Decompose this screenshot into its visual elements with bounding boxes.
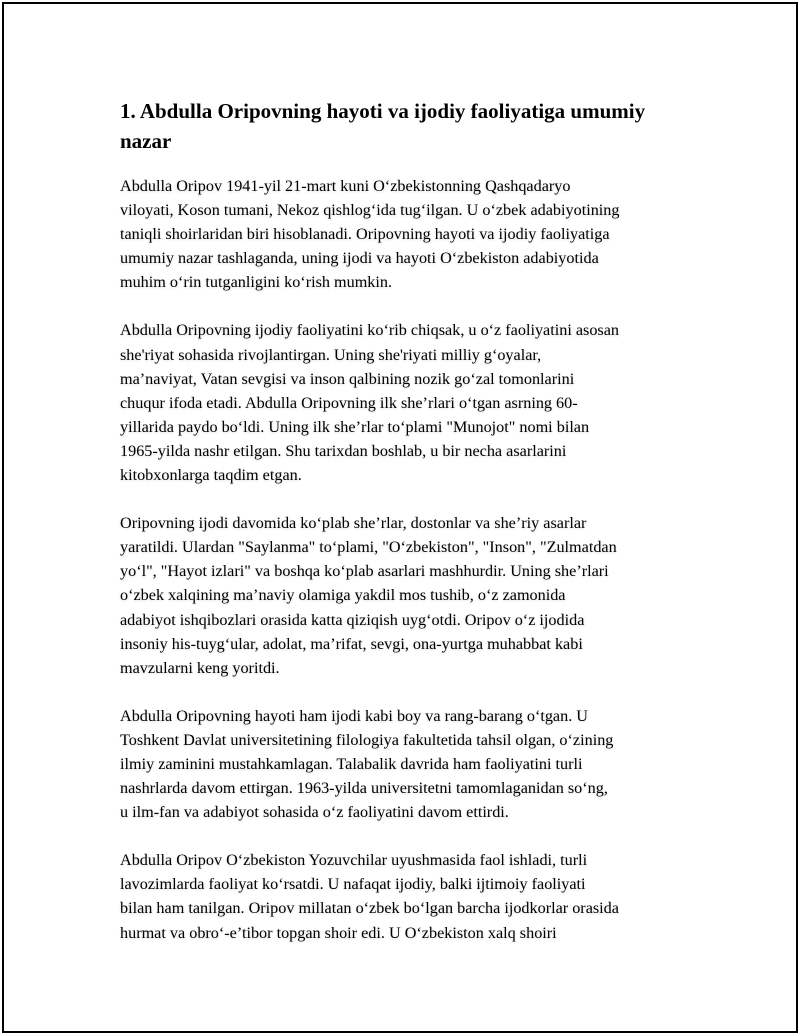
text-line: muhim o‘rin tutganligini ko‘rish mumkin. <box>120 273 393 292</box>
paragraph-5 <box>120 848 696 944</box>
paragraph-3 <box>120 511 696 680</box>
text-line: yillarida paydo bo‘ldi. Uning ilk she’rlar to‘plami "Munojot" nomi bilan <box>120 417 590 436</box>
paragraph-2 <box>120 318 696 487</box>
text-line: adabiyot ishqibozlari orasida katta qiziqish uyg‘otdi. Oripov o‘z ijodida <box>120 610 585 629</box>
text-line: Oripovning ijodi davomida ko‘plab she’rlar, dostonlar va she’riy asarlar <box>120 514 587 533</box>
text-line: u ilm-fan va adabiyot sohasida o‘z faoliyatini davom ettirdi. <box>120 803 509 822</box>
text-line: mavzularni keng yoritdi. <box>120 658 280 677</box>
text-line: hurmat va obro‘-e’tibor topgan shoir edi. U O‘zbekiston xalq shoiri <box>120 923 557 942</box>
section-heading <box>120 96 696 156</box>
text-line: Abdulla Oripovning hayoti ham ijodi kabi boy va rang-barang o‘tgan. U <box>120 706 588 725</box>
text-line: Abdulla Oripovning ijodiy faoliyatini ko‘rib chiqsak, u o‘z faoliyatini asosan <box>120 321 620 340</box>
heading-line: 1. Abdulla Oripovning hayoti va ijodiy faoliyatiga umumiy <box>120 99 646 123</box>
text-line: Abdulla Oripov O‘zbekiston Yozuvchilar uyushmasida faol ishladi, turli <box>120 851 588 870</box>
text-line: taniqli shoirlaridan biri hisoblanadi. Oripovning hayoti va ijodiy faoliyatiga <box>120 225 610 244</box>
text-line: insoniy his-tuyg‘ular, adolat, ma’rifat, sevgi, ona-yurtga muhabbat kabi <box>120 634 583 653</box>
text-line: 1965-yilda nashr etilgan. Shu tarixdan boshlab, u bir necha asarlarini <box>120 441 567 460</box>
text-line: ma’naviyat, Vatan sevgisi va inson qalbining nozik go‘zal tomonlarini <box>120 369 575 388</box>
text-line: nashrlarda davom ettirgan. 1963-yilda universitetni tamomlaganidan so‘ng, <box>120 779 608 798</box>
text-line: kitobxonlarga taqdim etgan. <box>120 466 302 485</box>
text-line: lavozimlarda faoliyat ko‘rsatdi. U nafaqat ijodiy, balki ijtimoiy faoliyati <box>120 875 586 894</box>
text-line: Abdulla Oripov 1941-yil 21-mart kuni O‘zbekistonning Qashqadaryo <box>120 177 571 195</box>
paragraph-1 <box>120 174 696 294</box>
text-line: umumiy nazar tashlaganda, uning ijodi va hayoti O‘zbekiston adabiyotida <box>120 249 599 268</box>
text-line: viloyati, Koson tumani, Nekoz qishlog‘ida tug‘ilgan. U o‘zbek adabiyotining <box>120 201 620 220</box>
text-line: she'riyat sohasida rivojlantirgan. Uning she'riyati milliy g‘oyalar, <box>120 345 542 364</box>
document-page <box>2 2 798 1033</box>
text-line: yo‘l", "Hayot izlari" va boshqa ko‘plab asarlari mashhurdir. Uning she’rlari <box>120 562 609 581</box>
text-line: bilan ham tanilgan. Oripov millatan o‘zbek bo‘lgan barcha ijodkorlar orasida <box>120 899 619 918</box>
text-line: chuqur ifoda etadi. Abdulla Oripovning ilk she’rlari o‘tgan asrning 60- <box>120 393 578 412</box>
text-line: ilmiy zaminini mustahkamlagan. Talabalik davrida ham faoliyatini turli <box>120 754 583 773</box>
paragraph-4 <box>120 704 696 824</box>
document-body <box>120 96 696 969</box>
text-line: o‘zbek xalqining ma’naviy olamiga yakdil mos tushib, o‘z zamonida <box>120 586 566 605</box>
text-line: Toshkent Davlat universitetining filologiya fakultetida tahsil olgan, o‘zining <box>120 730 614 749</box>
heading-line: nazar <box>120 129 172 153</box>
text-line: yaratildi. Ulardan "Saylanma" to‘plami, "O‘zbekiston", "Inson", "Zulmatdan <box>120 538 617 557</box>
